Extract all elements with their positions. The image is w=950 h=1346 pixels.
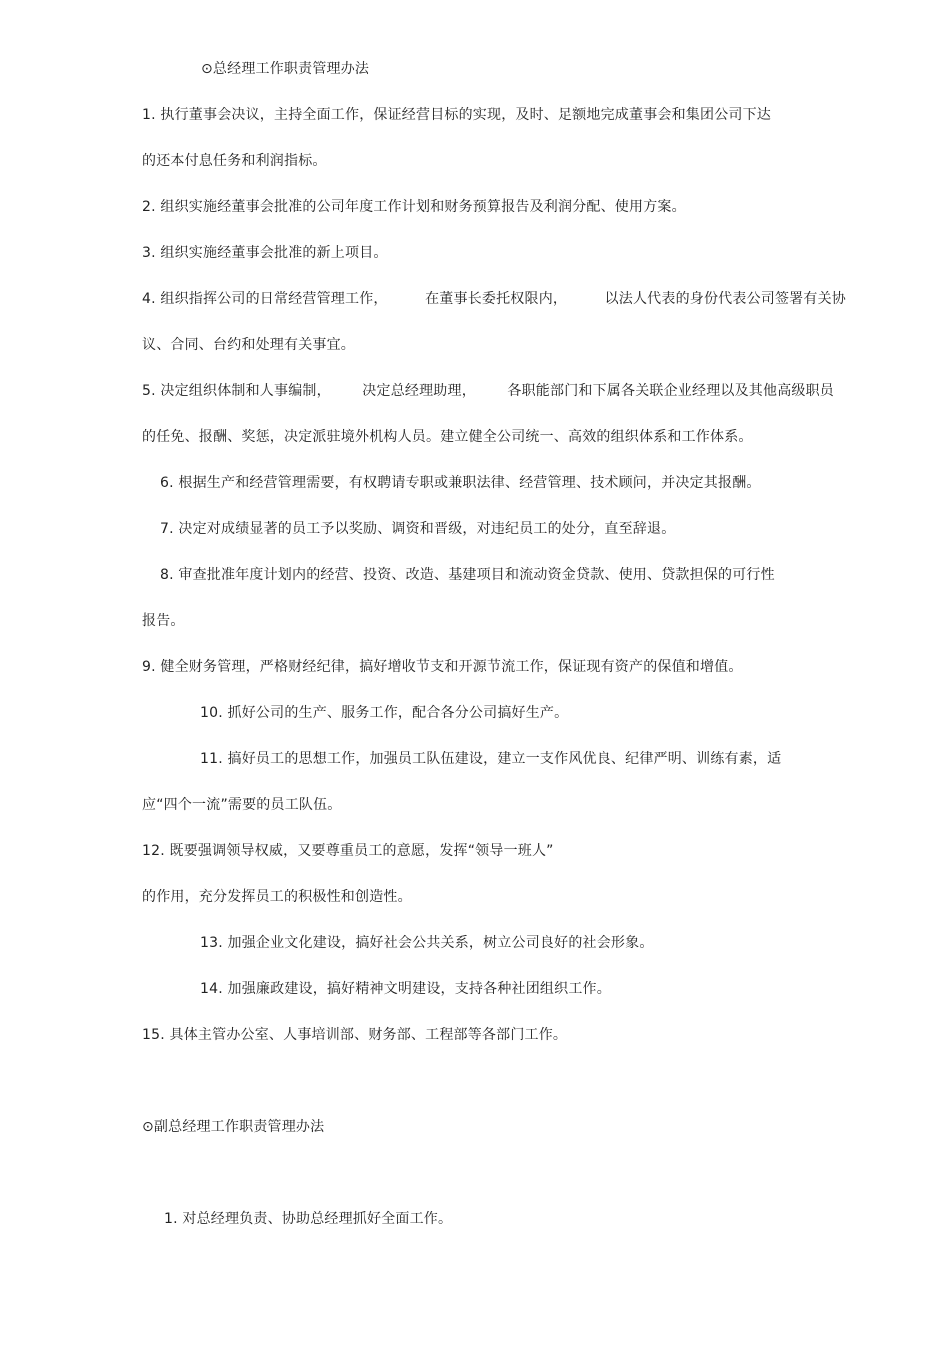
duty-line-7 [142,382,834,400]
duty-line-3: 2. 组织实施经董事会批准的公司年度工作计划和财务预算报告及利润分配、使用方案。 [142,199,686,215]
duty-line-4: 3. 组织实施经董事会批准的新上项目。 [142,245,388,261]
duty-line-19: 13. 加强企业文化建设，搞好社会公共关系，树立公司良好的社会形象。 [200,935,654,951]
duty-line-11: 8. 审查批准年度计划内的经营、投资、改造、基建项目和流动资金贷款、使用、贷款担保的可行性 [160,567,775,583]
duty-line-5-part-1: 4. 组织指挥公司的日常经营管理工作， [142,291,388,307]
duty-line-9: 6. 根据生产和经营管理需要，有权聘请专职或兼职法律、经营管理、技术顾问，并决定其报酬。 [160,475,761,491]
duty-line-14: 10. 抓好公司的生产、服务工作，配合各分公司搞好生产。 [200,705,569,721]
duty-line-8: 的任免、报酬、奖惩，决定派驻境外机构人员。建立健全公司统一、高效的组织体系和工作体系。 [142,429,753,445]
duty-line-7-part-2: 决定总经理助理， [362,383,476,399]
duty-line-16: 应“四个一流”需要的员工队伍。 [142,797,342,813]
duty-line-13: 9. 健全财务管理，严格财经纪律，搞好增收节支和开源节流工作，保证现有资产的保值和增值。 [142,659,743,675]
duty-line-2: 的还本付息任务和利润指标。 [142,153,327,169]
deputy-duty-line-1: 1. 对总经理负责、协助总经理抓好全面工作。 [164,1211,453,1227]
duty-line-7-part-3: 各职能部门和下属各关联企业经理以及其他高级职员 [507,383,834,399]
duty-line-5-part-3: 以法人代表的身份代表公司签署有关协 [604,291,846,307]
duty-line-18: 的作用，充分发挥员工的积极性和创造性。 [142,889,412,905]
duty-line-7-part-1: 5. 决定组织体制和人事编制， [142,383,331,399]
duty-line-5 [142,290,846,308]
duty-line-17: 12. 既要强调领导权威，又要尊重员工的意愿，发挥“领导一班人” [142,843,554,859]
section2-title: ⊙副总经理工作职责管理办法 [142,1119,325,1135]
duty-line-1: 1. 执行董事会决议，主持全面工作，保证经营目标的实现，及时、足额地完成董事会和集团公司下达 [142,107,772,123]
duty-line-12: 报告。 [142,613,185,629]
duty-line-5-part-2: 在董事长委托权限内， [425,291,568,307]
duty-line-15: 11. 搞好员工的思想工作，加强员工队伍建设，建立一支作风优良、纪律严明、训练有素，适 [200,751,782,767]
duty-line-21: 15. 具体主管办公室、人事培训部、财务部、工程部等各部门工作。 [142,1027,568,1043]
section1-title: ⊙总经理工作职责管理办法 [201,61,370,77]
duty-line-6: 议、合同、台约和处理有关事宜。 [142,337,355,353]
duty-line-10: 7. 决定对成绩显著的员工予以奖励、调资和晋级，对违纪员工的处分，直至辞退。 [160,521,676,537]
duty-line-20: 14. 加强廉政建设，搞好精神文明建设，支持各种社团组织工作。 [200,981,611,997]
